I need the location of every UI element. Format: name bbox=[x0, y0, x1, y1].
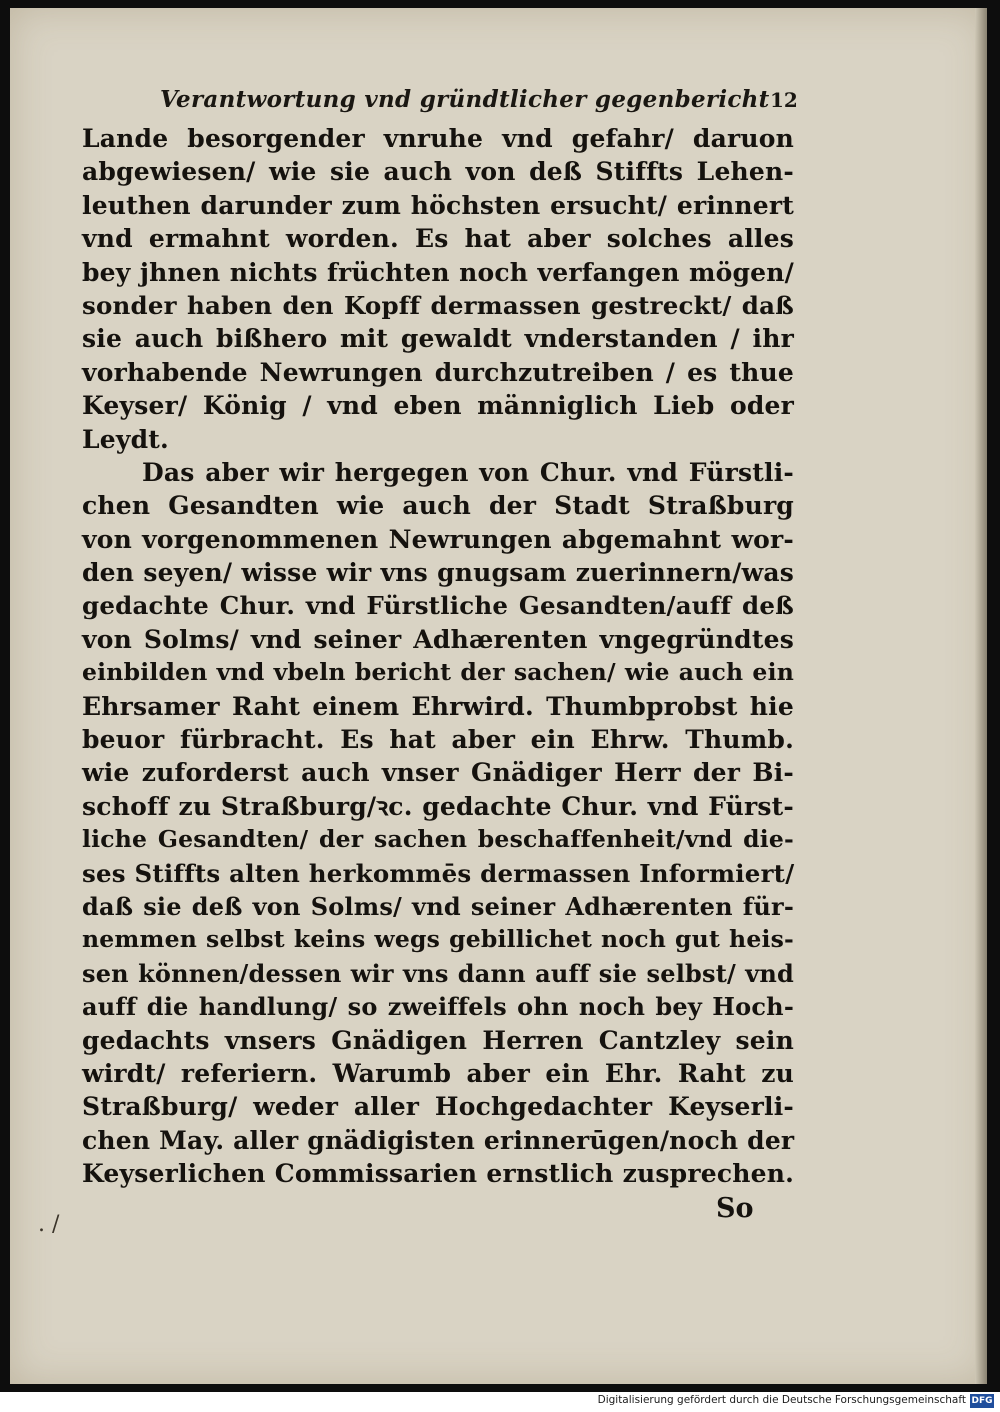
text-line: wirdt/ referiern. Warumb aber ein Ehr. Raht zu bbox=[82, 1058, 794, 1088]
text-line: Keyserlichen Commissarien ernstlich zusprechen. bbox=[82, 1159, 794, 1189]
text-line: Straßburg/ weder aller Hochgedachter Keyserli- bbox=[82, 1092, 794, 1122]
text-line: sie auch bißhero mit gewaldt vnderstanden / ihr bbox=[82, 324, 794, 354]
text-line: sonder haben den Kopff dermassen gestreckt/ daß bbox=[82, 290, 794, 320]
text-line: bey jhnen nichts früchten noch verfangen mögen/ bbox=[82, 257, 794, 287]
catchword: So bbox=[716, 1193, 754, 1224]
text-line: vnd ermahnt worden. Es hat aber solches alles bbox=[82, 224, 794, 254]
text-line: gedachts vnsers Gnädigen Herren Cantzley sein bbox=[82, 1025, 794, 1055]
text-line: Lande besorgender vnruhe vnd gefahr/ daruon bbox=[82, 124, 794, 153]
text-line: chen Gesandten wie auch der Stadt Straßburg bbox=[82, 491, 794, 521]
text-line: Keyser/ König / vnd eben männiglich Lieb oder bbox=[82, 391, 794, 421]
paragraph-start-line: Das aber wir hergegen von Chur. vnd Fürstli- bbox=[142, 457, 794, 487]
text-line: leuthen darunder zum höchsten ersucht/ erinnert bbox=[82, 190, 794, 220]
folio-number: 12 bbox=[770, 88, 798, 112]
text-line: schoff zu Straßburg/ꝛc. gedachte Chur. vnd Fürst- bbox=[82, 791, 794, 821]
funding-credit: Digitalisierung gefördert durch die Deutsche Forschungsgemeinschaft bbox=[597, 1394, 966, 1406]
text-line: vorhabende Newrungen durchzutreiben / es thue bbox=[82, 357, 794, 387]
text-line: gedachte Chur. vnd Fürstliche Gesandten/auff deß bbox=[82, 591, 794, 621]
text-line: beuor fürbracht. Es hat aber ein Ehrw. Thumb. bbox=[82, 725, 794, 755]
margin-mark: . / bbox=[38, 1212, 60, 1237]
text-line: ses Stiffts alten herkommēs dermassen Informiert/ bbox=[82, 858, 795, 888]
text-line: Ehrsamer Raht einem Ehrwird. Thumbprobst hie bbox=[82, 691, 794, 721]
text-line: abgewiesen/ wie sie auch von deß Stiffts Lehen- bbox=[82, 157, 794, 187]
text-line: sen können/dessen wir vns dann auff sie selbst/ vnd bbox=[82, 958, 794, 988]
text-line: den seyen/ wisse wir vns gnugsam zuerinnern/was bbox=[82, 558, 794, 588]
text-line: liche Gesandten/ der sachen beschaffenheit/vnd die- bbox=[82, 825, 794, 854]
text-line: von Solms/ vnd seiner Adhærenten vngegründtes bbox=[82, 624, 794, 654]
dfg-logo-icon: DFG bbox=[971, 1396, 993, 1406]
text-line: daß sie deß von Solms/ vnd seiner Adhærenten für- bbox=[82, 891, 794, 921]
text-line: chen May. aller gnädigisten erinnerūgen/noch der bbox=[82, 1125, 795, 1155]
text-line: Leydt. bbox=[82, 424, 169, 454]
page-edge bbox=[975, 8, 987, 1384]
text-line: auff die handlung/ so zweiffels ohn noch bey Hoch- bbox=[82, 992, 794, 1022]
text-line: von vorgenommenen Newrungen abgemahnt wor- bbox=[82, 524, 794, 554]
text-line: nemmen selbst keins wegs gebillichet noch gut heis- bbox=[82, 925, 794, 954]
running-head: Verantwortung vnd gründtlicher gegenbericht bbox=[160, 86, 770, 113]
text-line: einbilden vnd vbeln bericht der sachen/ wie auch ein bbox=[82, 658, 794, 687]
body-text bbox=[82, 122, 794, 1191]
text-line: wie zuforderst auch vnser Gnädiger Herr der Bi- bbox=[82, 758, 794, 788]
